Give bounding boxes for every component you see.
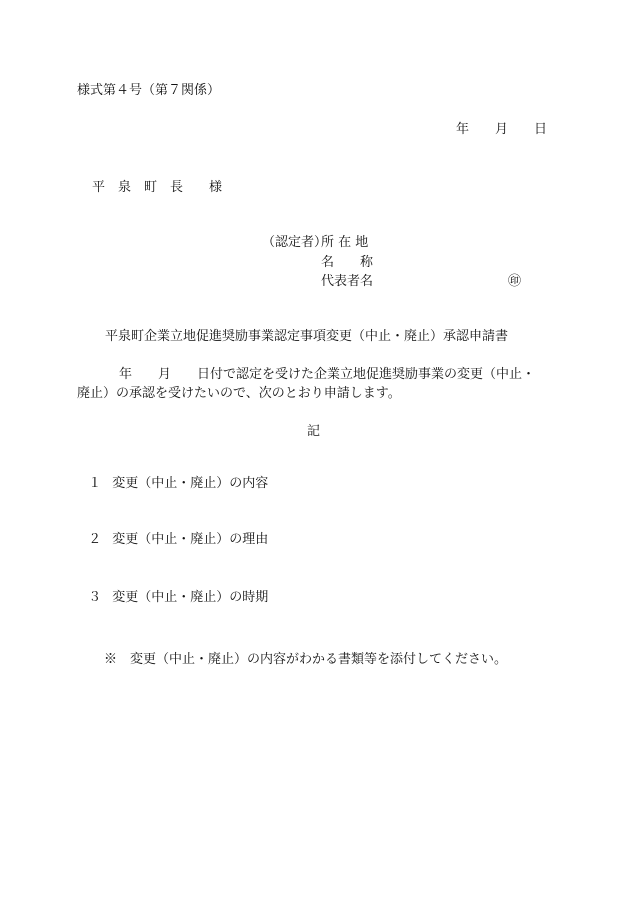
name-label: 名 称: [321, 255, 374, 270]
list-item-text: 変更（中止・廃止）の内容: [112, 476, 269, 491]
list-item-number: ３: [88, 590, 102, 605]
list-item: [80, 520, 268, 546]
body-text-line-1: 年 月 日付で認定を受けた企業立地促進奨励事業の変更（中止・: [119, 367, 536, 382]
list-item-number: １: [88, 476, 102, 491]
list-item: [80, 578, 268, 604]
body-text-line-2: 廃止）の承認を受けたいので、次のとおり申請します。: [77, 386, 401, 401]
list-item-number: ２: [88, 532, 102, 547]
form-number: 様式第４号（第７関係）: [77, 83, 221, 98]
document-title: 平泉町企業立地促進奨励事業認定事項変更（中止・廃止）承認申請書: [105, 329, 509, 344]
recipient: 平 泉 町 長 様: [92, 180, 223, 195]
date-line: 年 月 日: [456, 122, 548, 137]
attachment-note: ※ 変更（中止・廃止）の内容がわかる書類等を添付してください。: [104, 652, 508, 667]
list-item-text: 変更（中止・廃止）の理由: [112, 532, 269, 547]
address-label: 所 在 地: [321, 235, 369, 250]
list-item-text: 変更（中止・廃止）の時期: [112, 590, 269, 605]
applicant-prefix: （認定者）: [262, 235, 328, 250]
ki-heading: 記: [307, 424, 321, 439]
representative-label: 代表者名: [321, 274, 374, 289]
list-item: [80, 464, 268, 490]
seal-mark: ㊞: [508, 274, 522, 289]
